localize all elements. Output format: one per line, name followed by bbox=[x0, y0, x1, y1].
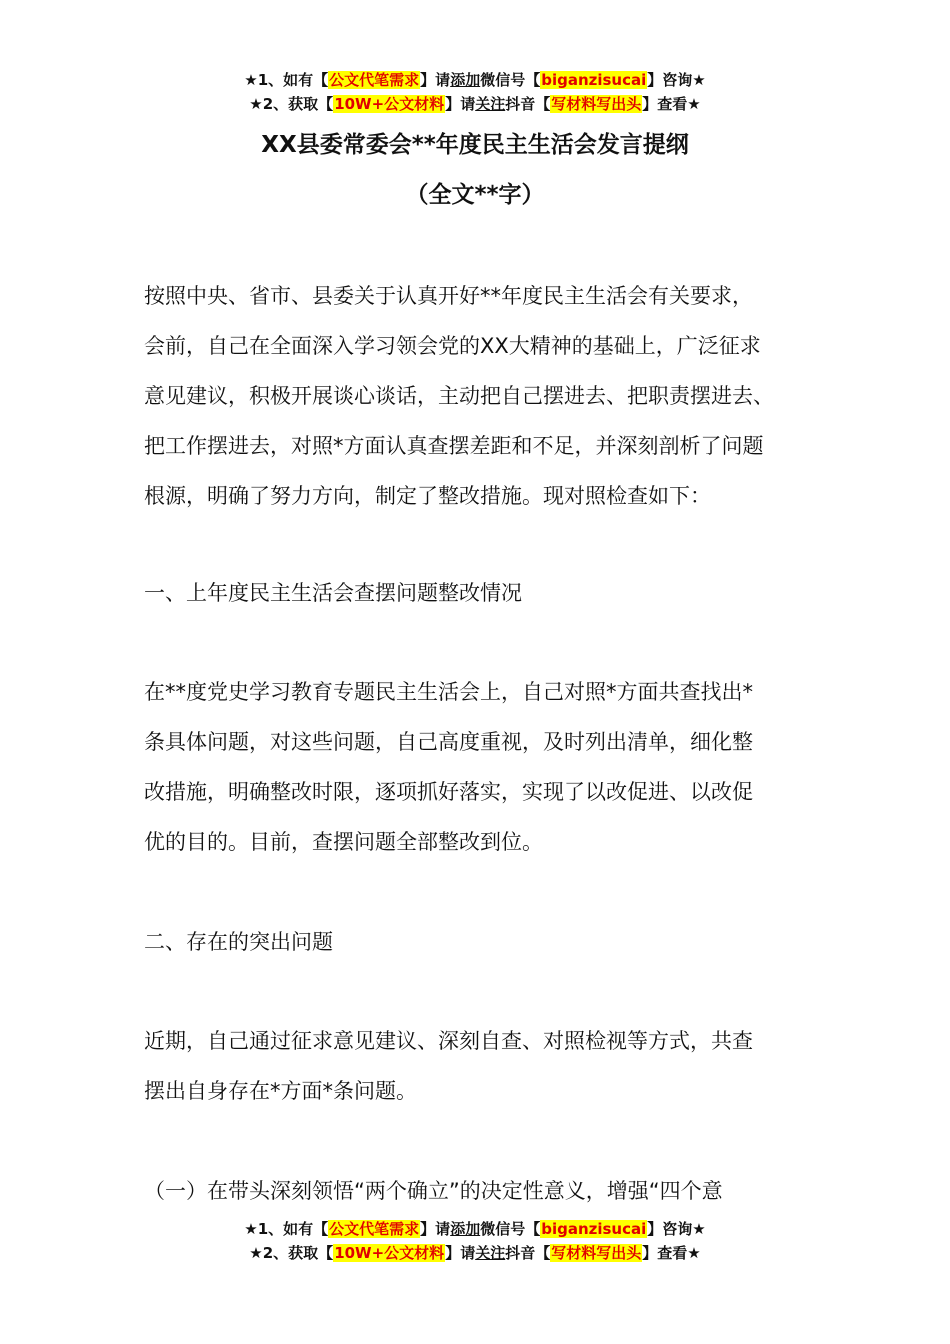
promo-text: ★1、如有【 bbox=[244, 71, 329, 89]
promo-highlight-wechat-id: biganzisucai bbox=[541, 1220, 647, 1238]
promo-text: 】咨询★ bbox=[647, 71, 706, 89]
promo-highlight-douyin: 写材料写出头 bbox=[551, 95, 642, 113]
promo-line-1 bbox=[0, 1217, 950, 1241]
promo-line-1 bbox=[0, 68, 950, 92]
promo-underlined-text: 关注 bbox=[475, 1244, 506, 1262]
promo-underlined-text: 关注 bbox=[475, 95, 506, 113]
promo-highlight-service: 公文代笔需求 bbox=[329, 1220, 420, 1238]
promo-highlight-materials: 10W+公文材料 bbox=[334, 1244, 445, 1262]
document-title: XX县委常委会**年度民主生活会发言提纲 bbox=[261, 132, 689, 158]
paragraph-line: 条具体问题，对这些问题，自己高度重视，及时列出清单，细化整 bbox=[144, 730, 753, 754]
heading-text: 二、存在的突出问题 bbox=[144, 930, 333, 954]
promo-highlight-materials: 10W+公文材料 bbox=[334, 95, 445, 113]
section-heading-2 bbox=[144, 917, 824, 967]
promo-text: 】请 bbox=[420, 71, 451, 89]
paragraph-problems bbox=[144, 1016, 824, 1116]
promo-highlight-douyin: 写材料写出头 bbox=[551, 1244, 642, 1262]
document-subtitle: （全文**字） bbox=[405, 182, 545, 208]
promo-text: 】请 bbox=[445, 1244, 476, 1262]
paragraph-line: 近期，自己通过征求意见建议、深刻自查、对照检视等方式，共查 bbox=[144, 1029, 753, 1053]
promo-highlight-wechat-id: biganzisucai bbox=[541, 71, 647, 89]
paragraph-line: （一）在带头深刻领悟“两个确立”的决定性意义，增强“四个意 bbox=[144, 1179, 723, 1203]
promo-line-2 bbox=[0, 1241, 950, 1265]
promo-text: 微信号【 bbox=[480, 1220, 541, 1238]
paragraph-subsection-1 bbox=[144, 1166, 824, 1216]
promo-highlight-service: 公文代笔需求 bbox=[329, 71, 420, 89]
paragraph-line: 会前，自己在全面深入学习领会党的XX大精神的基础上，广泛征求 bbox=[144, 334, 761, 358]
section-heading-1 bbox=[144, 568, 824, 618]
promo-text: 】查看★ bbox=[642, 95, 701, 113]
paragraph-line: 改措施，明确整改时限，逐项抓好落实，实现了以改促进、以改促 bbox=[144, 780, 753, 804]
top-promo-banner bbox=[0, 68, 950, 116]
paragraph-rectification bbox=[144, 667, 824, 867]
promo-text: 】请 bbox=[445, 95, 476, 113]
paragraph-line: 意见建议，积极开展谈心谈话，主动把自己摆进去、把职责摆进去、 bbox=[144, 384, 774, 408]
bottom-promo-banner bbox=[0, 1217, 950, 1265]
promo-line-2 bbox=[0, 92, 950, 116]
paragraph-line: 根源，明确了努力方向，制定了整改措施。现对照检查如下： bbox=[144, 484, 711, 508]
paragraph-line: 把工作摆进去，对照*方面认真查摆差距和不足，并深刻剖析了问题 bbox=[144, 434, 764, 458]
promo-underlined-text: 添加 bbox=[450, 71, 481, 89]
promo-text: 抖音【 bbox=[505, 1244, 551, 1262]
promo-text: 抖音【 bbox=[505, 95, 551, 113]
promo-text: 】查看★ bbox=[642, 1244, 701, 1262]
promo-text: ★2、获取【 bbox=[249, 95, 334, 113]
promo-underlined-text: 添加 bbox=[450, 1220, 481, 1238]
paragraph-line: 在**度党史学习教育专题民主生活会上，自己对照*方面共查找出* bbox=[144, 680, 753, 704]
promo-text: ★1、如有【 bbox=[244, 1220, 329, 1238]
promo-text: 微信号【 bbox=[480, 71, 541, 89]
paragraph-line: 摆出自身存在*方面*条问题。 bbox=[144, 1079, 417, 1103]
promo-text: ★2、获取【 bbox=[249, 1244, 334, 1262]
paragraph-line: 按照中央、省市、县委关于认真开好**年度民主生活会有关要求， bbox=[144, 284, 753, 308]
paragraph-intro bbox=[144, 271, 824, 521]
promo-text: 】咨询★ bbox=[647, 1220, 706, 1238]
heading-text: 一、上年度民主生活会查摆问题整改情况 bbox=[144, 581, 522, 605]
promo-text: 】请 bbox=[420, 1220, 451, 1238]
paragraph-line: 优的目的。目前，查摆问题全部整改到位。 bbox=[144, 830, 543, 854]
